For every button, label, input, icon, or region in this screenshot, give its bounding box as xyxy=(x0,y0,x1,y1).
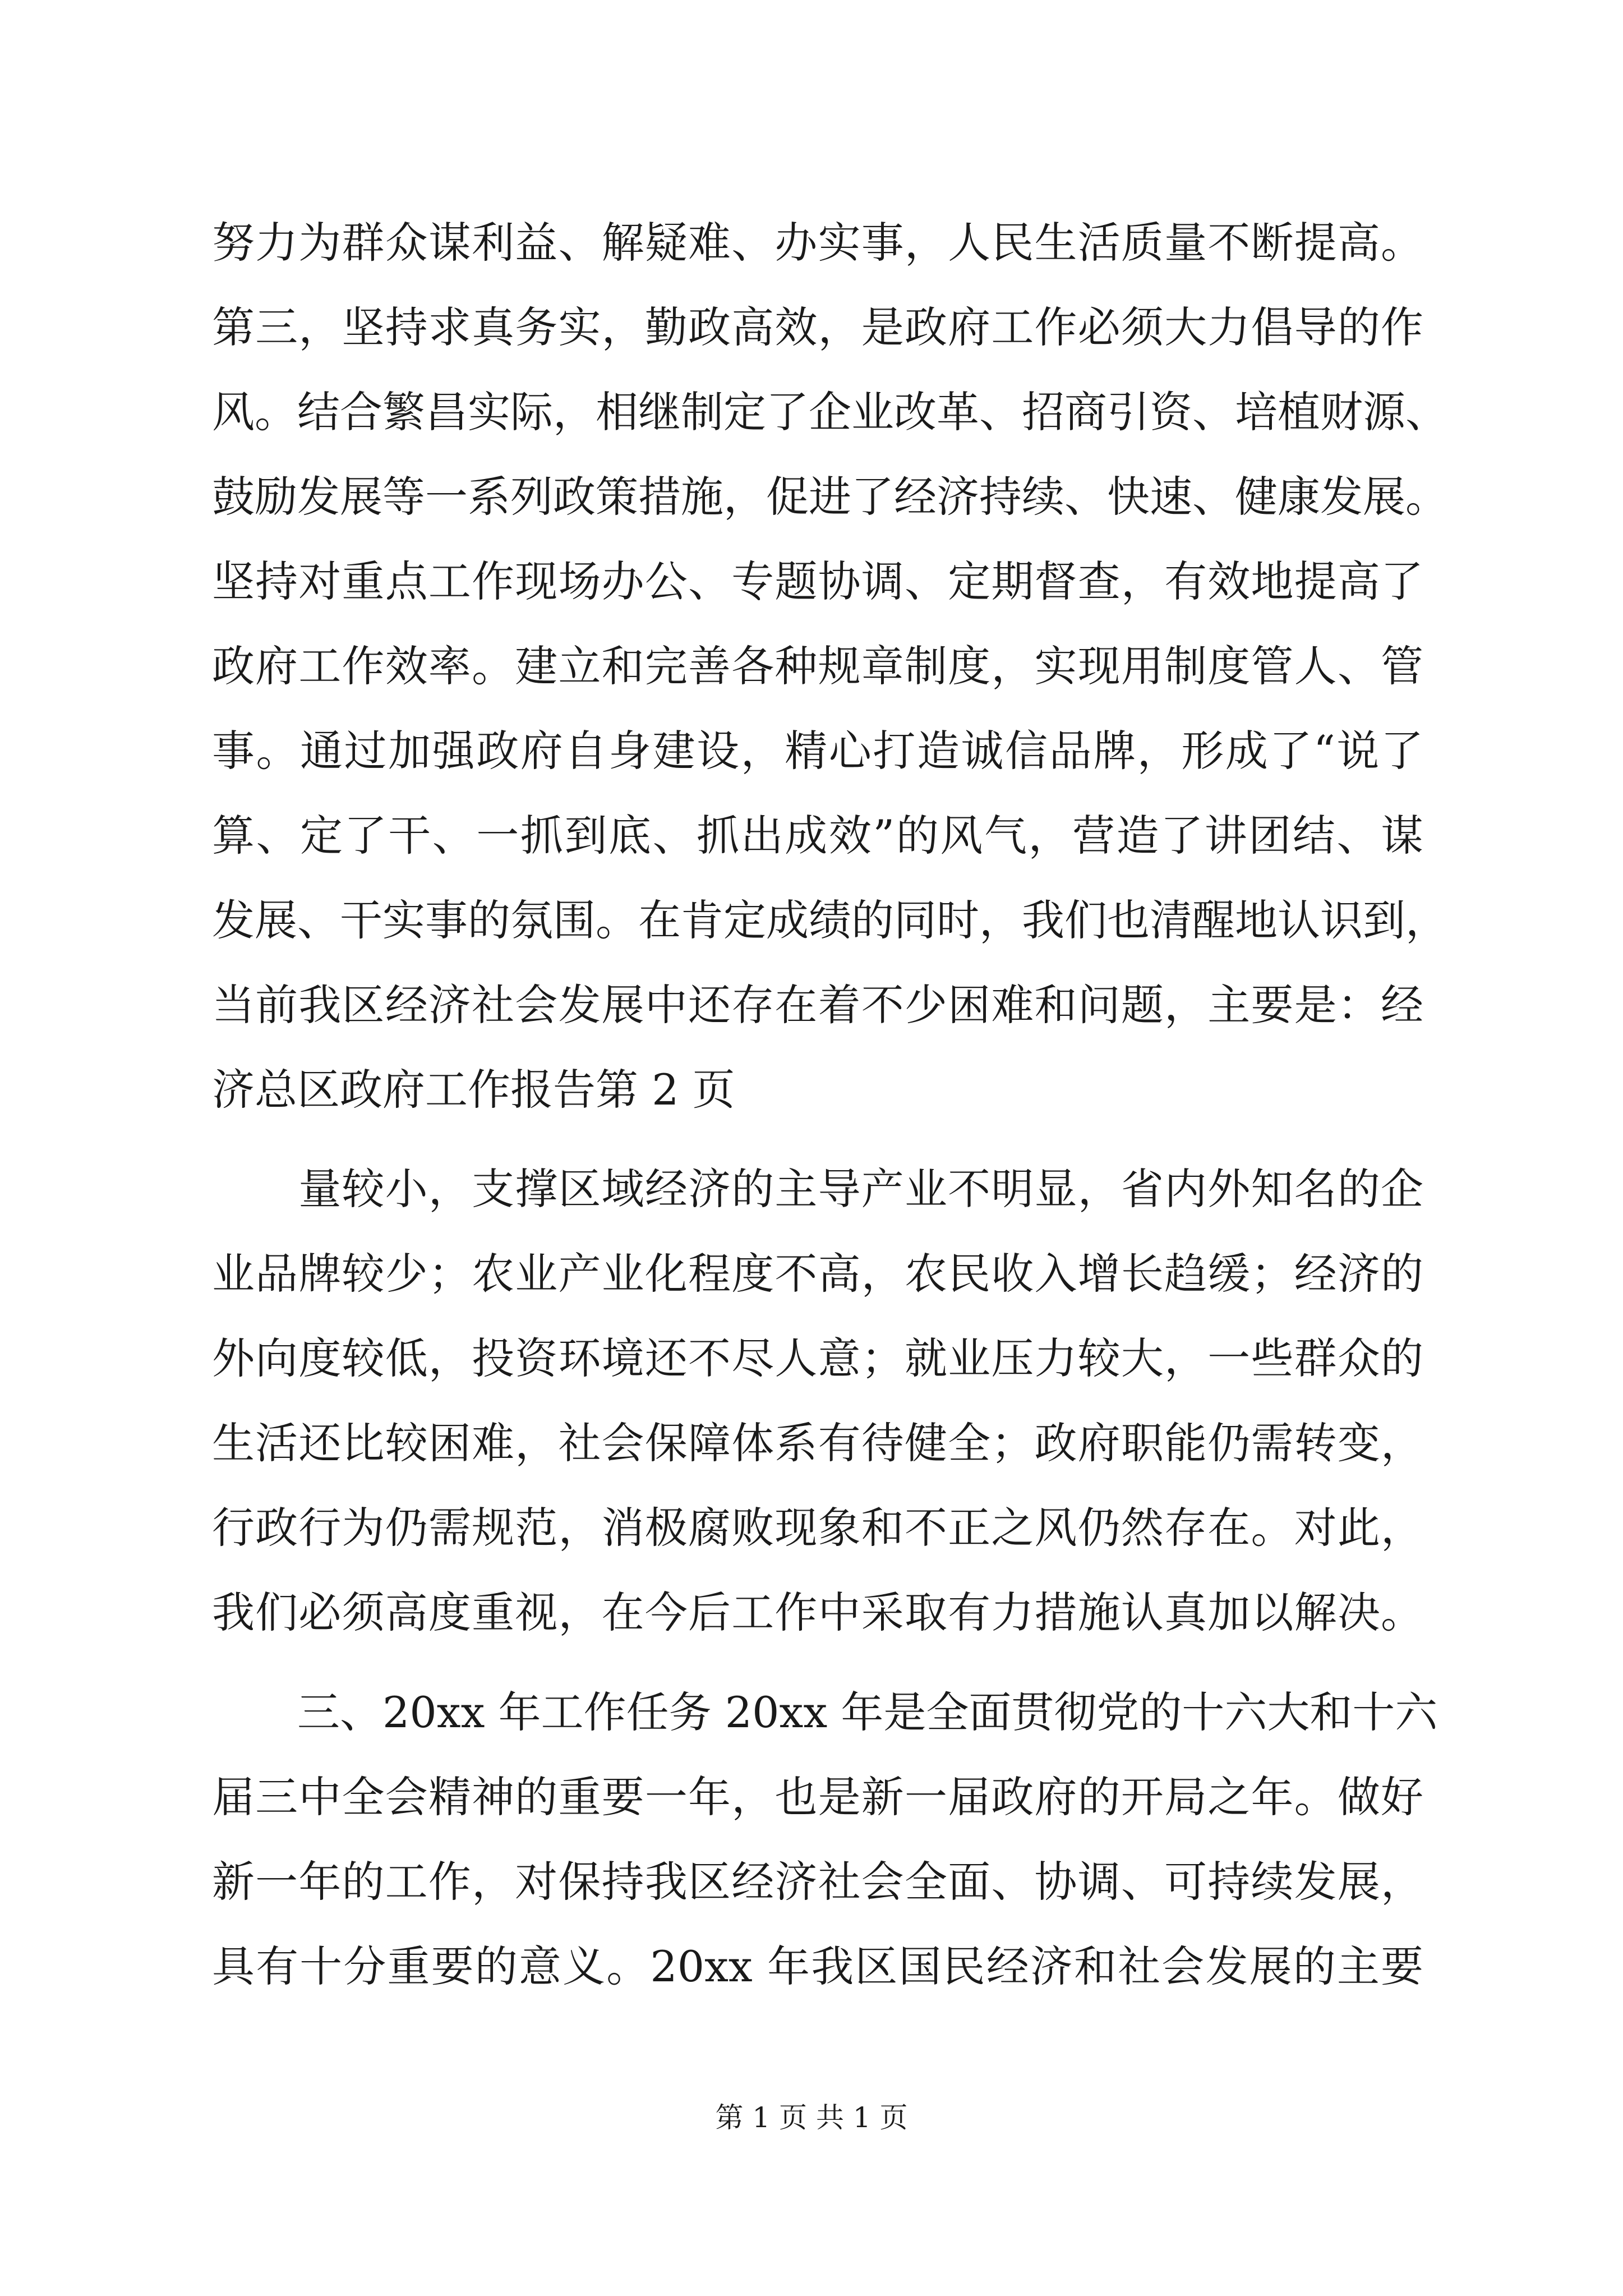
body-line-16: 行政行为仍需规范，消极腐败现象和不正之风仍然存在。对此， xyxy=(212,1503,1423,1553)
body-line-14: 外向度较低，投资环境还不尽人意；就业压力较大，一些群众的 xyxy=(212,1333,1423,1383)
page-footer: 第 1 页 共 1 页 xyxy=(715,2101,908,2134)
body-line-7: 事。通过加强政府自身建设，精心打造诚信品牌，形成了“说了 xyxy=(212,726,1423,776)
body-line-6: 政府工作效率。建立和完善各种规章制度，实现用制度管人、管 xyxy=(212,641,1423,691)
body-line-11: 济总区政府工作报告第 2 页 xyxy=(212,1065,735,1115)
body-line-21: 具有十分重要的意义。20xx 年我区国民经济和社会发展的主要 xyxy=(212,1941,1423,1991)
body-line-3: 风。结合繁昌实际，相继制定了企业改革、招商引资、培植财源、 xyxy=(212,387,1448,437)
body-line-5: 坚持对重点工作现场办公、专题协调、定期督查，有效地提高了 xyxy=(212,556,1423,606)
body-line-1: 努力为群众谋利益、解疑难、办实事，人民生活质量不断提高。 xyxy=(212,218,1423,268)
body-line-4: 鼓励发展等一系列政策措施，促进了经济持续、快速、健康发展。 xyxy=(212,472,1448,522)
body-line-20: 新一年的工作，对保持我区经济社会全面、协调、可持续发展， xyxy=(212,1857,1423,1907)
body-line-15: 生活还比较困难，社会保障体系有待健全；政府职能仍需转变， xyxy=(212,1418,1423,1468)
body-line-8: 算、定了干、一抓到底、抓出成效”的风气，营造了讲团结、谋 xyxy=(212,811,1423,861)
body-line-12: 量较小，支撑区域经济的主导产业不明显，省内外知名的企 xyxy=(212,1164,1423,1214)
body-line-9: 发展、干实事的氛围。在肯定成绩的同时，我们也清醒地认识到， xyxy=(212,895,1448,945)
body-line-2: 第三，坚持求真务实，勤政高效，是政府工作必须大力倡导的作 xyxy=(212,302,1423,352)
body-line-17: 我们必须高度重视，在今后工作中采取有力措施认真加以解决。 xyxy=(212,1588,1423,1637)
body-line-13: 业品牌较少；农业产业化程度不高，农民收入增长趋缓；经济的 xyxy=(212,1249,1423,1299)
body-line-18: 三、20xx 年工作任务 20xx 年是全面贯彻党的十六大和十六 xyxy=(212,1687,1438,1737)
body-line-10: 当前我区经济社会发展中还存在着不少困难和问题，主要是：经 xyxy=(212,980,1423,1030)
body-line-19: 届三中全会精神的重要一年，也是新一届政府的开局之年。做好 xyxy=(212,1772,1423,1822)
